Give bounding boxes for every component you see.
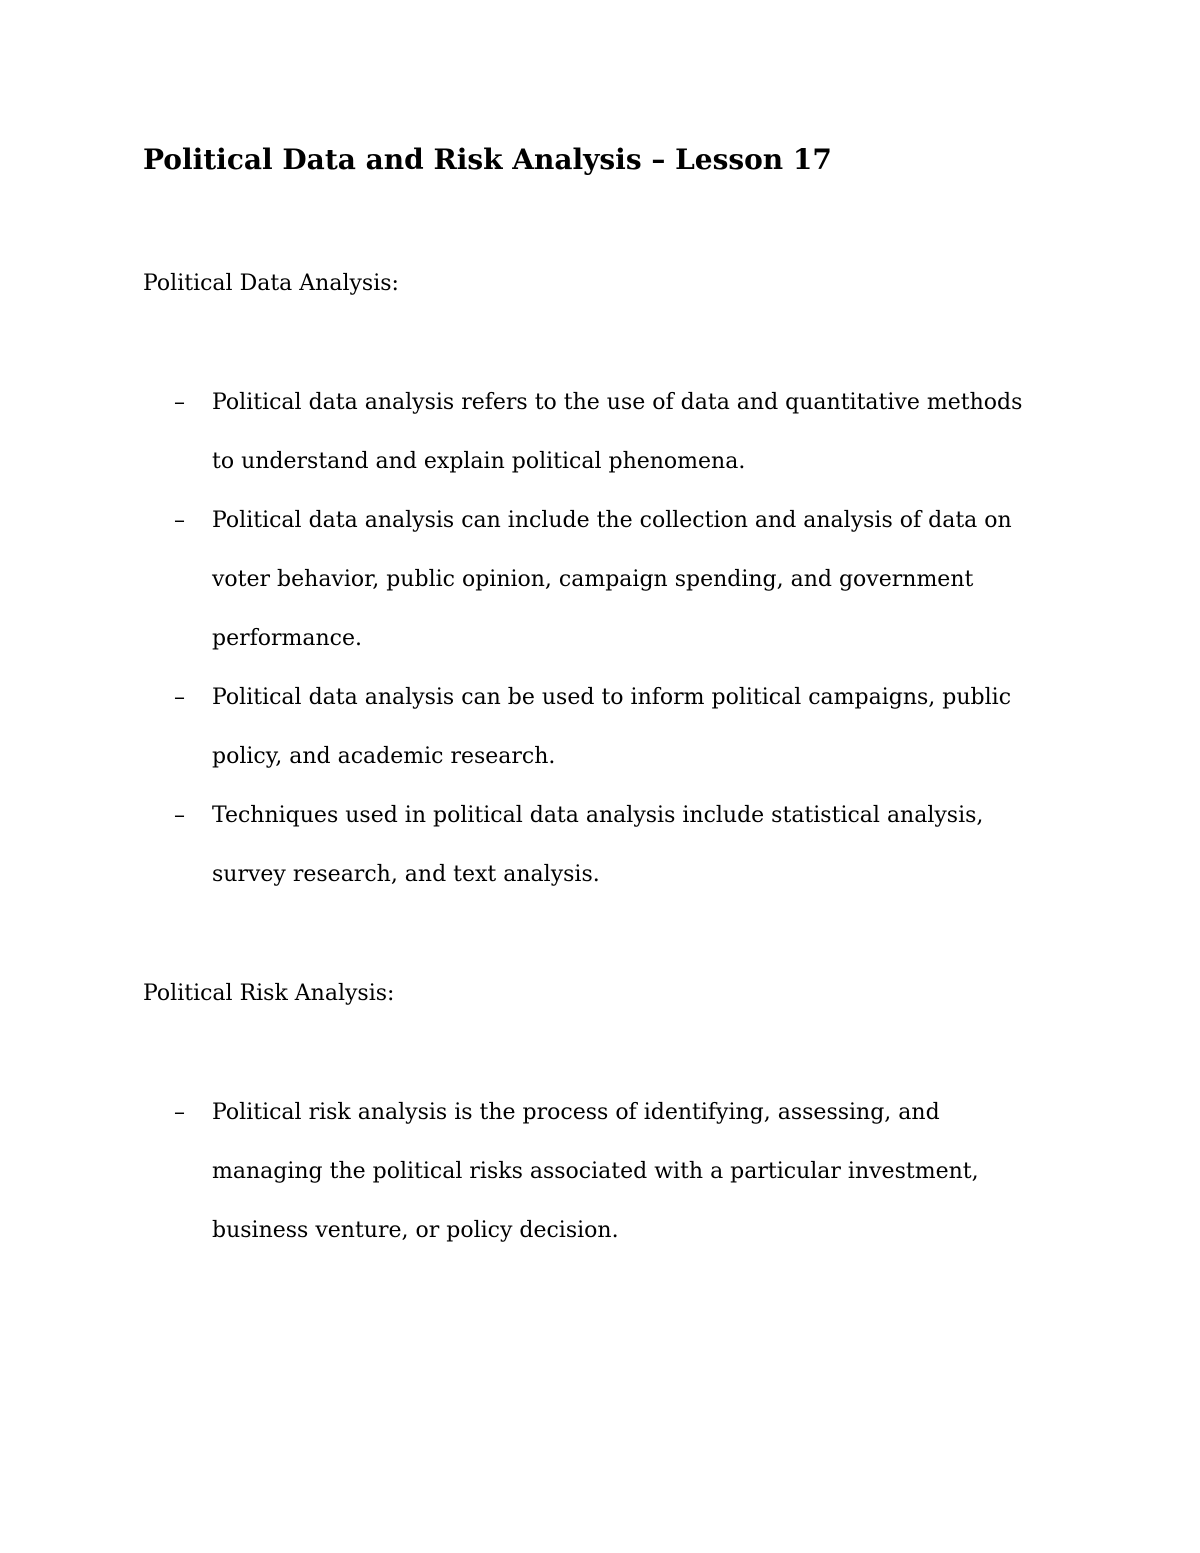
bullet-text	[212, 786, 1082, 904]
bullet-line: Political risk analysis is the process of identifying, assessing, and	[212, 1100, 940, 1125]
dash-bullet-icon: –	[174, 390, 185, 415]
dash-bullet-icon: –	[174, 685, 185, 710]
section-heading-political-data-analysis: Political Data Analysis:	[143, 271, 399, 296]
bullet-line: to understand and explain political phenomena.	[212, 449, 746, 474]
bullet-text	[212, 491, 1082, 668]
bullet-line: policy, and academic research.	[212, 744, 556, 769]
bullet-list-political-risk-analysis	[0, 1083, 1200, 1260]
section-heading-political-risk-analysis: Political Risk Analysis:	[143, 981, 395, 1006]
document-title: Political Data and Risk Analysis – Lesson 17	[143, 143, 832, 176]
dash-bullet-icon: –	[174, 508, 185, 533]
bullet-item	[0, 1083, 1200, 1260]
dash-bullet-icon: –	[174, 803, 185, 828]
bullet-line: managing the political risks associated with a particular investment,	[212, 1159, 979, 1184]
bullet-line: business venture, or policy decision.	[212, 1218, 619, 1243]
bullet-text	[212, 668, 1082, 786]
bullet-line: Political data analysis refers to the use of data and quantitative methods	[212, 390, 1023, 415]
bullet-item	[0, 373, 1200, 491]
bullet-item	[0, 491, 1200, 668]
bullet-item	[0, 668, 1200, 786]
dash-bullet-icon: –	[174, 1100, 185, 1125]
bullet-text	[212, 373, 1082, 491]
bullet-line: Political data analysis can be used to inform political campaigns, public	[212, 685, 1012, 710]
bullet-line: survey research, and text analysis.	[212, 862, 600, 887]
bullet-line: Political data analysis can include the collection and analysis of data on	[212, 508, 1012, 533]
bullet-line: Techniques used in political data analysis include statistical analysis,	[212, 803, 984, 828]
bullet-item	[0, 786, 1200, 904]
bullet-line: voter behavior, public opinion, campaign spending, and government	[212, 567, 974, 592]
bullet-text	[212, 1083, 1082, 1260]
bullet-line: performance.	[212, 626, 363, 651]
bullet-list-political-data-analysis	[0, 373, 1200, 904]
